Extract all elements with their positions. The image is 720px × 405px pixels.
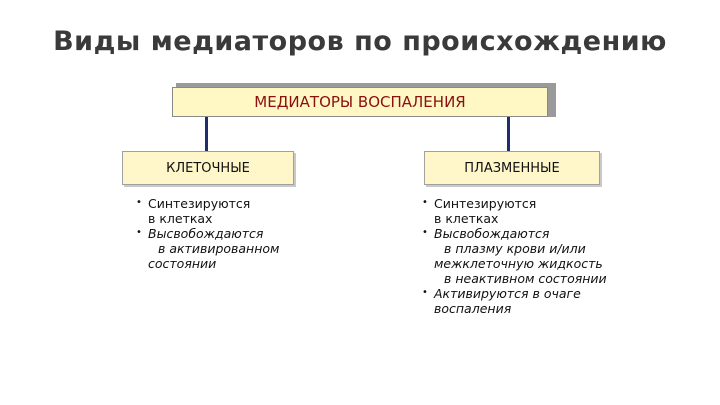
node-plasma — [424, 151, 600, 185]
list-item: • Высвобождаются в плазму крови и/или межклеточную жидкость в неактивном состоянии — [422, 226, 607, 286]
list-item: • Синтезируются в клетках — [136, 196, 251, 226]
root-node — [172, 87, 548, 117]
cellular-properties-list — [136, 196, 279, 271]
plasma-properties-list — [422, 196, 607, 316]
page-title: Виды медиаторов по происхождению — [53, 26, 667, 57]
list-item: • Активируются в очаге воспаления — [422, 286, 581, 316]
node-plasma-label: ПЛАЗМЕННЫЕ — [464, 160, 560, 176]
list-item: • Синтезируются в клетках — [422, 196, 537, 226]
bullet-icon: • — [136, 197, 142, 208]
root-node-label: МЕДИАТОРЫ ВОСПАЛЕНИЯ — [254, 93, 466, 111]
connector-left — [205, 117, 208, 153]
bullet-icon: • — [422, 287, 428, 298]
bullet-icon: • — [422, 197, 428, 208]
bullet-icon: • — [422, 227, 428, 238]
node-cellular — [122, 151, 294, 185]
bullet-icon: • — [136, 227, 142, 238]
connector-right — [507, 117, 510, 153]
node-cellular-label: КЛЕТОЧНЫЕ — [166, 160, 250, 176]
list-item: • Высвобождаются в активированном состоянии — [136, 226, 280, 271]
